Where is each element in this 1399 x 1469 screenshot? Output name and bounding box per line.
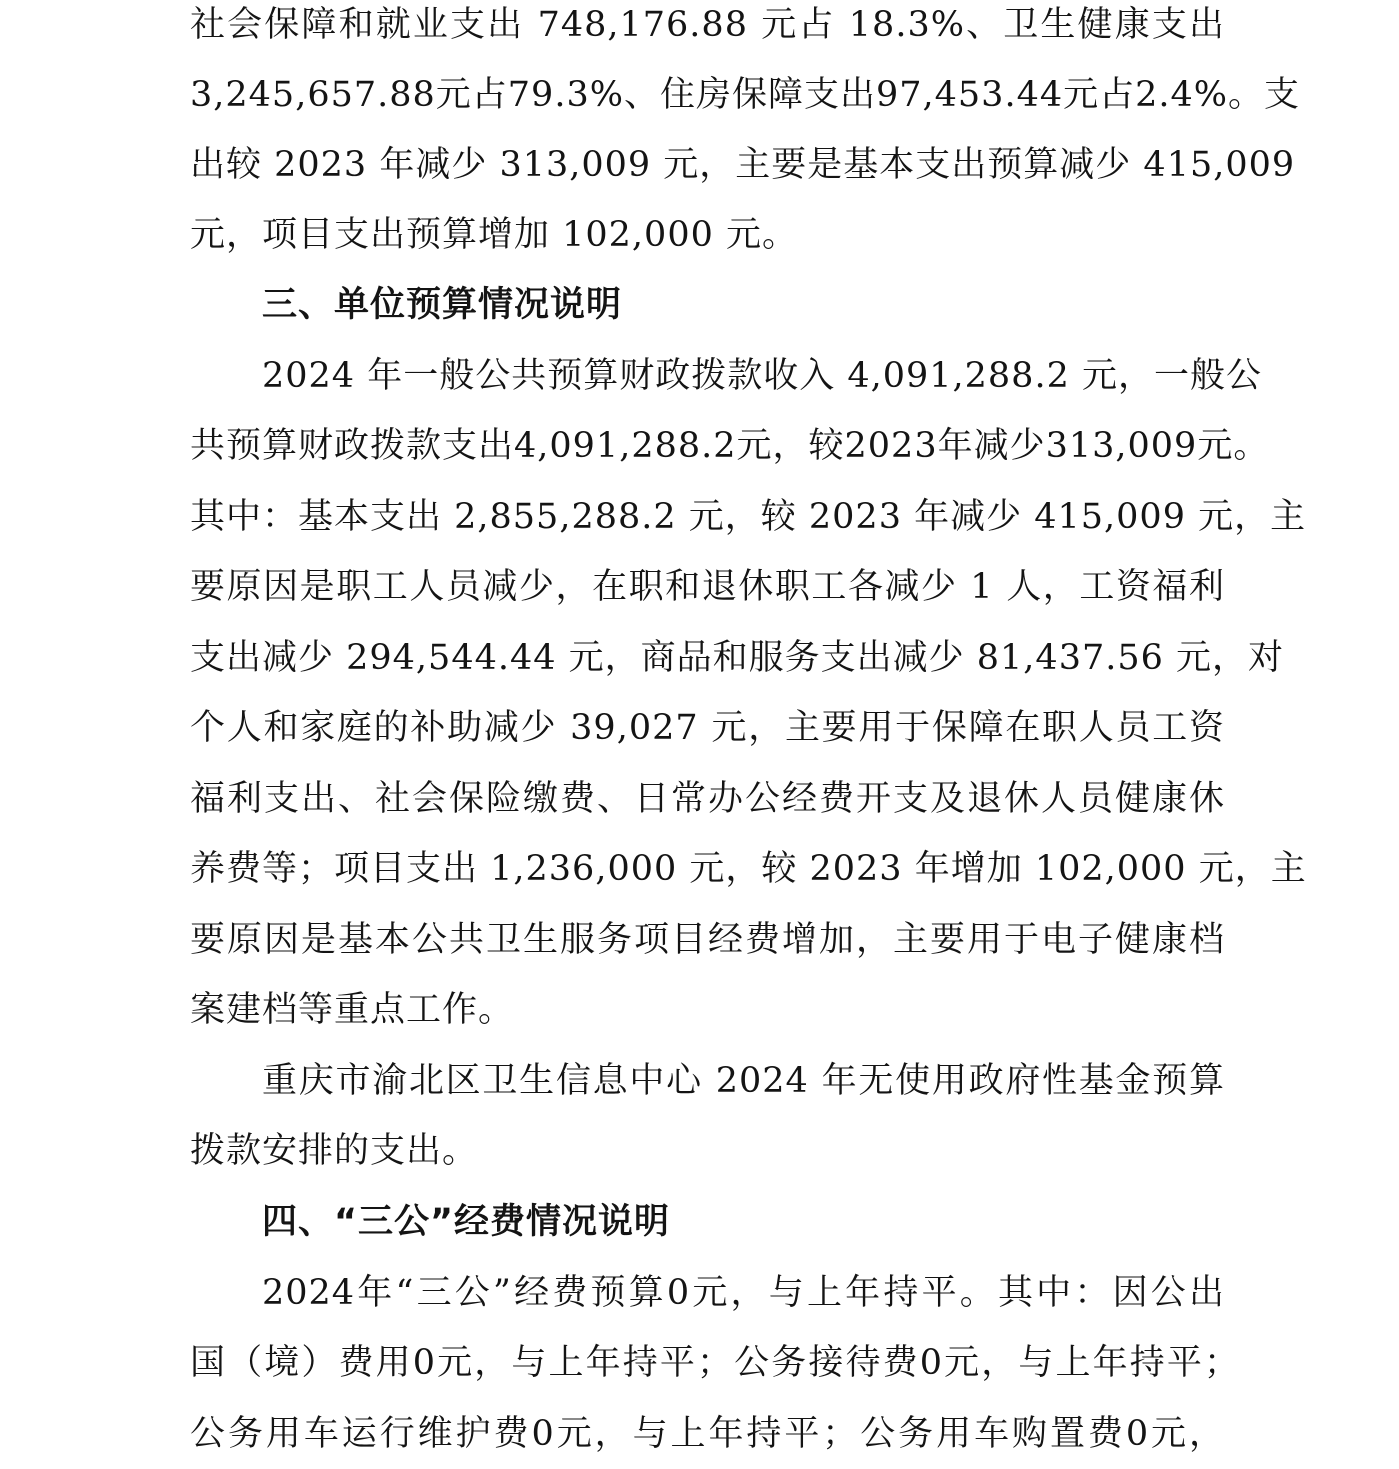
paragraph-line: 2024 年一般公共预算财政拨款收入 4,091,288.2 元，一般公 <box>262 356 1262 396</box>
paragraph-line: 案建档等重点工作。 <box>190 990 515 1030</box>
paragraph-line: 养费等；项目支出 1,236,000 元，较 2023 年增加 102,000 元，主 <box>190 849 1307 889</box>
paragraph-line: 重庆市渝北区卫生信息中心 2024 年无使用政府性基金预算 <box>262 1061 1225 1101</box>
paragraph-line: 拨款安排的支出。 <box>190 1131 479 1171</box>
paragraph-line: 社会保障和就业支出 748,176.88 元占 18.3%、卫生健康支出 <box>190 5 1225 45</box>
paragraph-line: 3,245,657.88元占79.3%、住房保障支出97,453.44元占2.4%。支 <box>190 75 1301 115</box>
paragraph-line: 2024年“三公”经费预算0元，与上年持平。其中：因公出 <box>262 1273 1225 1313</box>
paragraph-line: 个人和家庭的补助减少 39,027 元，主要用于保障在职人员工资 <box>190 708 1225 748</box>
paragraph-line: 要原因是基本公共卫生服务项目经费增加，主要用于电子健康档 <box>190 920 1225 960</box>
paragraph-line: 国（境）费用0元，与上年持平；公务接待费0元，与上年持平； <box>190 1343 1240 1383</box>
section-heading-unit-budget: 三、单位预算情况说明 <box>262 285 623 325</box>
paragraph-line: 支出减少 294,544.44 元，商品和服务支出减少 81,437.56 元，对 <box>190 638 1285 678</box>
paragraph-line: 出较 2023 年减少 313,009 元，主要是基本支出预算减少 415,009 <box>190 145 1296 185</box>
paragraph-line: 元，项目支出预算增加 102,000 元。 <box>190 215 798 255</box>
paragraph-line: 公务用车运行维护费0元，与上年持平；公务用车购置费0元， <box>190 1414 1225 1454</box>
section-heading-three-public-expenses: 四、“三公”经费情况说明 <box>262 1202 671 1242</box>
paragraph-line: 共预算财政拨款支出4,091,288.2元，较2023年减少313,009元。 <box>190 426 1270 466</box>
paragraph-line: 要原因是职工人员减少，在职和退休职工各减少 1 人，工资福利 <box>190 567 1225 607</box>
paragraph-line: 其中：基本支出 2,855,288.2 元，较 2023 年减少 415,009 元，主 <box>190 497 1307 537</box>
paragraph-line: 福利支出、社会保险缴费、日常办公经费开支及退休人员健康休 <box>190 779 1225 819</box>
